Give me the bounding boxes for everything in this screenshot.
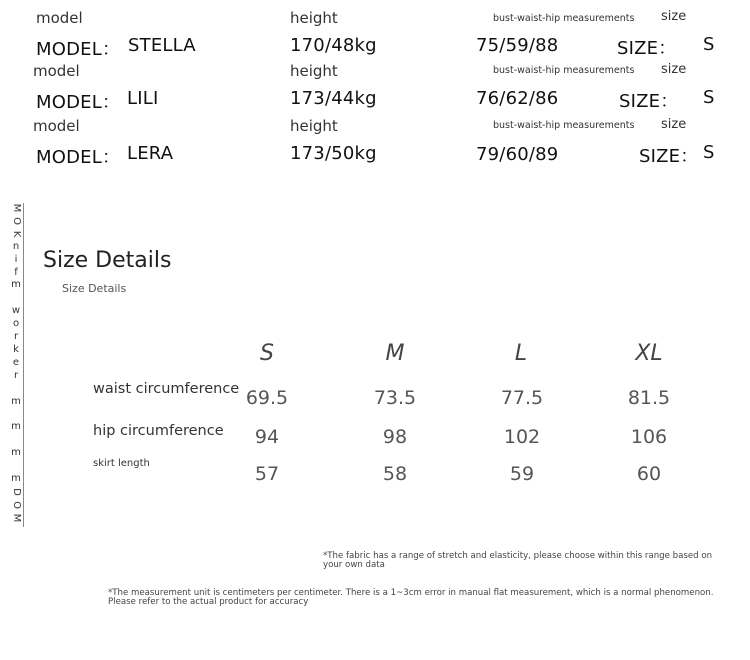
size-details-title: Size Details	[43, 248, 172, 273]
vertical-strip-char: M	[11, 203, 22, 213]
vertical-strip-char: w	[11, 305, 21, 317]
measurements-label: bust-waist-hip measurements	[493, 120, 635, 131]
vertical-strip-char: m	[11, 395, 21, 407]
model-height-weight: 170/48kg	[290, 35, 377, 56]
table-cell: 98	[382, 426, 408, 448]
model-name: LILI	[127, 88, 159, 109]
row-label-skirt-length: skirt length	[93, 458, 150, 469]
vertical-strip-char: r	[13, 369, 19, 381]
table-cell: 60	[636, 463, 662, 485]
model-size: S	[703, 87, 715, 108]
table-cell: 73.5	[373, 387, 417, 409]
table-cell: 69.5	[245, 387, 289, 409]
size-prefix: SIZE：	[619, 91, 679, 112]
model-label: model	[36, 9, 83, 27]
size-label: size	[661, 117, 687, 132]
model-measurements: 75/59/88	[476, 35, 559, 56]
vertical-strip-char: O	[11, 500, 22, 509]
vertical-strip-char: m	[11, 421, 21, 433]
size-label: size	[661, 9, 687, 24]
vertical-strip-char: M	[11, 513, 22, 522]
measurements-label: bust-waist-hip measurements	[493, 13, 635, 24]
model-name: LERA	[127, 143, 174, 164]
vertical-strip-char: m	[11, 447, 21, 459]
size-header-xl: XL	[635, 341, 663, 366]
table-cell: 58	[382, 463, 408, 485]
row-label-hip: hip circumference	[93, 423, 224, 439]
vertical-strip-char: i	[14, 253, 18, 265]
height-label: height	[290, 62, 338, 80]
model-measurements: 79/60/89	[476, 144, 559, 165]
vertical-brand-strip	[8, 203, 24, 527]
vertical-strip-char: e	[12, 356, 20, 368]
vertical-strip-char: m	[11, 472, 21, 484]
vertical-strip-char: k	[13, 343, 19, 355]
fabric-note: *The fabric has a range of stretch and elasticity, please choose within this range based on your own data	[323, 551, 713, 570]
measurement-note: *The measurement unit is centimeters per centimeter. There is a 1~3cm error in manual flat measurement, which is a normal phenomenon. Please refer to the actual product for accuracy	[108, 588, 714, 607]
model-size: S	[703, 34, 715, 55]
table-cell: 102	[503, 426, 541, 448]
model-prefix: MODEL：	[36, 147, 121, 168]
table-cell: 57	[254, 463, 280, 485]
size-header-l: L	[514, 341, 528, 366]
vertical-strip-char: D	[11, 487, 22, 496]
size-header-s: S	[260, 341, 274, 366]
model-size: S	[703, 142, 715, 163]
size-header-m: M	[385, 341, 405, 366]
height-label: height	[290, 9, 338, 27]
model-name: STELLA	[128, 35, 196, 56]
height-label: height	[290, 117, 338, 135]
model-prefix: MODEL：	[36, 92, 121, 113]
table-cell: 77.5	[500, 387, 544, 409]
vertical-strip-char: r	[13, 331, 19, 342]
vertical-strip-char: o	[12, 318, 20, 330]
model-prefix: MODEL：	[36, 39, 121, 60]
model-measurements: 76/62/86	[476, 88, 559, 109]
vertical-strip-char: f	[14, 266, 18, 278]
row-label-waist: waist circumference	[93, 381, 240, 397]
size-details-subtitle: Size Details	[62, 282, 127, 295]
table-cell: 94	[254, 426, 280, 448]
vertical-strip-char: K	[11, 230, 22, 238]
size-prefix: SIZE：	[639, 146, 699, 167]
table-cell: 81.5	[627, 387, 671, 409]
vertical-strip-char: n	[12, 240, 20, 252]
model-height-weight: 173/44kg	[290, 88, 377, 109]
vertical-strip-char: O	[11, 216, 22, 225]
measurements-label: bust-waist-hip measurements	[493, 65, 635, 76]
size-prefix: SIZE：	[617, 38, 677, 59]
model-label: model	[33, 117, 80, 135]
table-cell: 59	[509, 463, 535, 485]
table-cell: 106	[630, 426, 668, 448]
vertical-strip-char: m	[11, 279, 21, 291]
model-label: model	[33, 62, 80, 80]
size-label: size	[661, 62, 687, 77]
model-height-weight: 173/50kg	[290, 143, 377, 164]
